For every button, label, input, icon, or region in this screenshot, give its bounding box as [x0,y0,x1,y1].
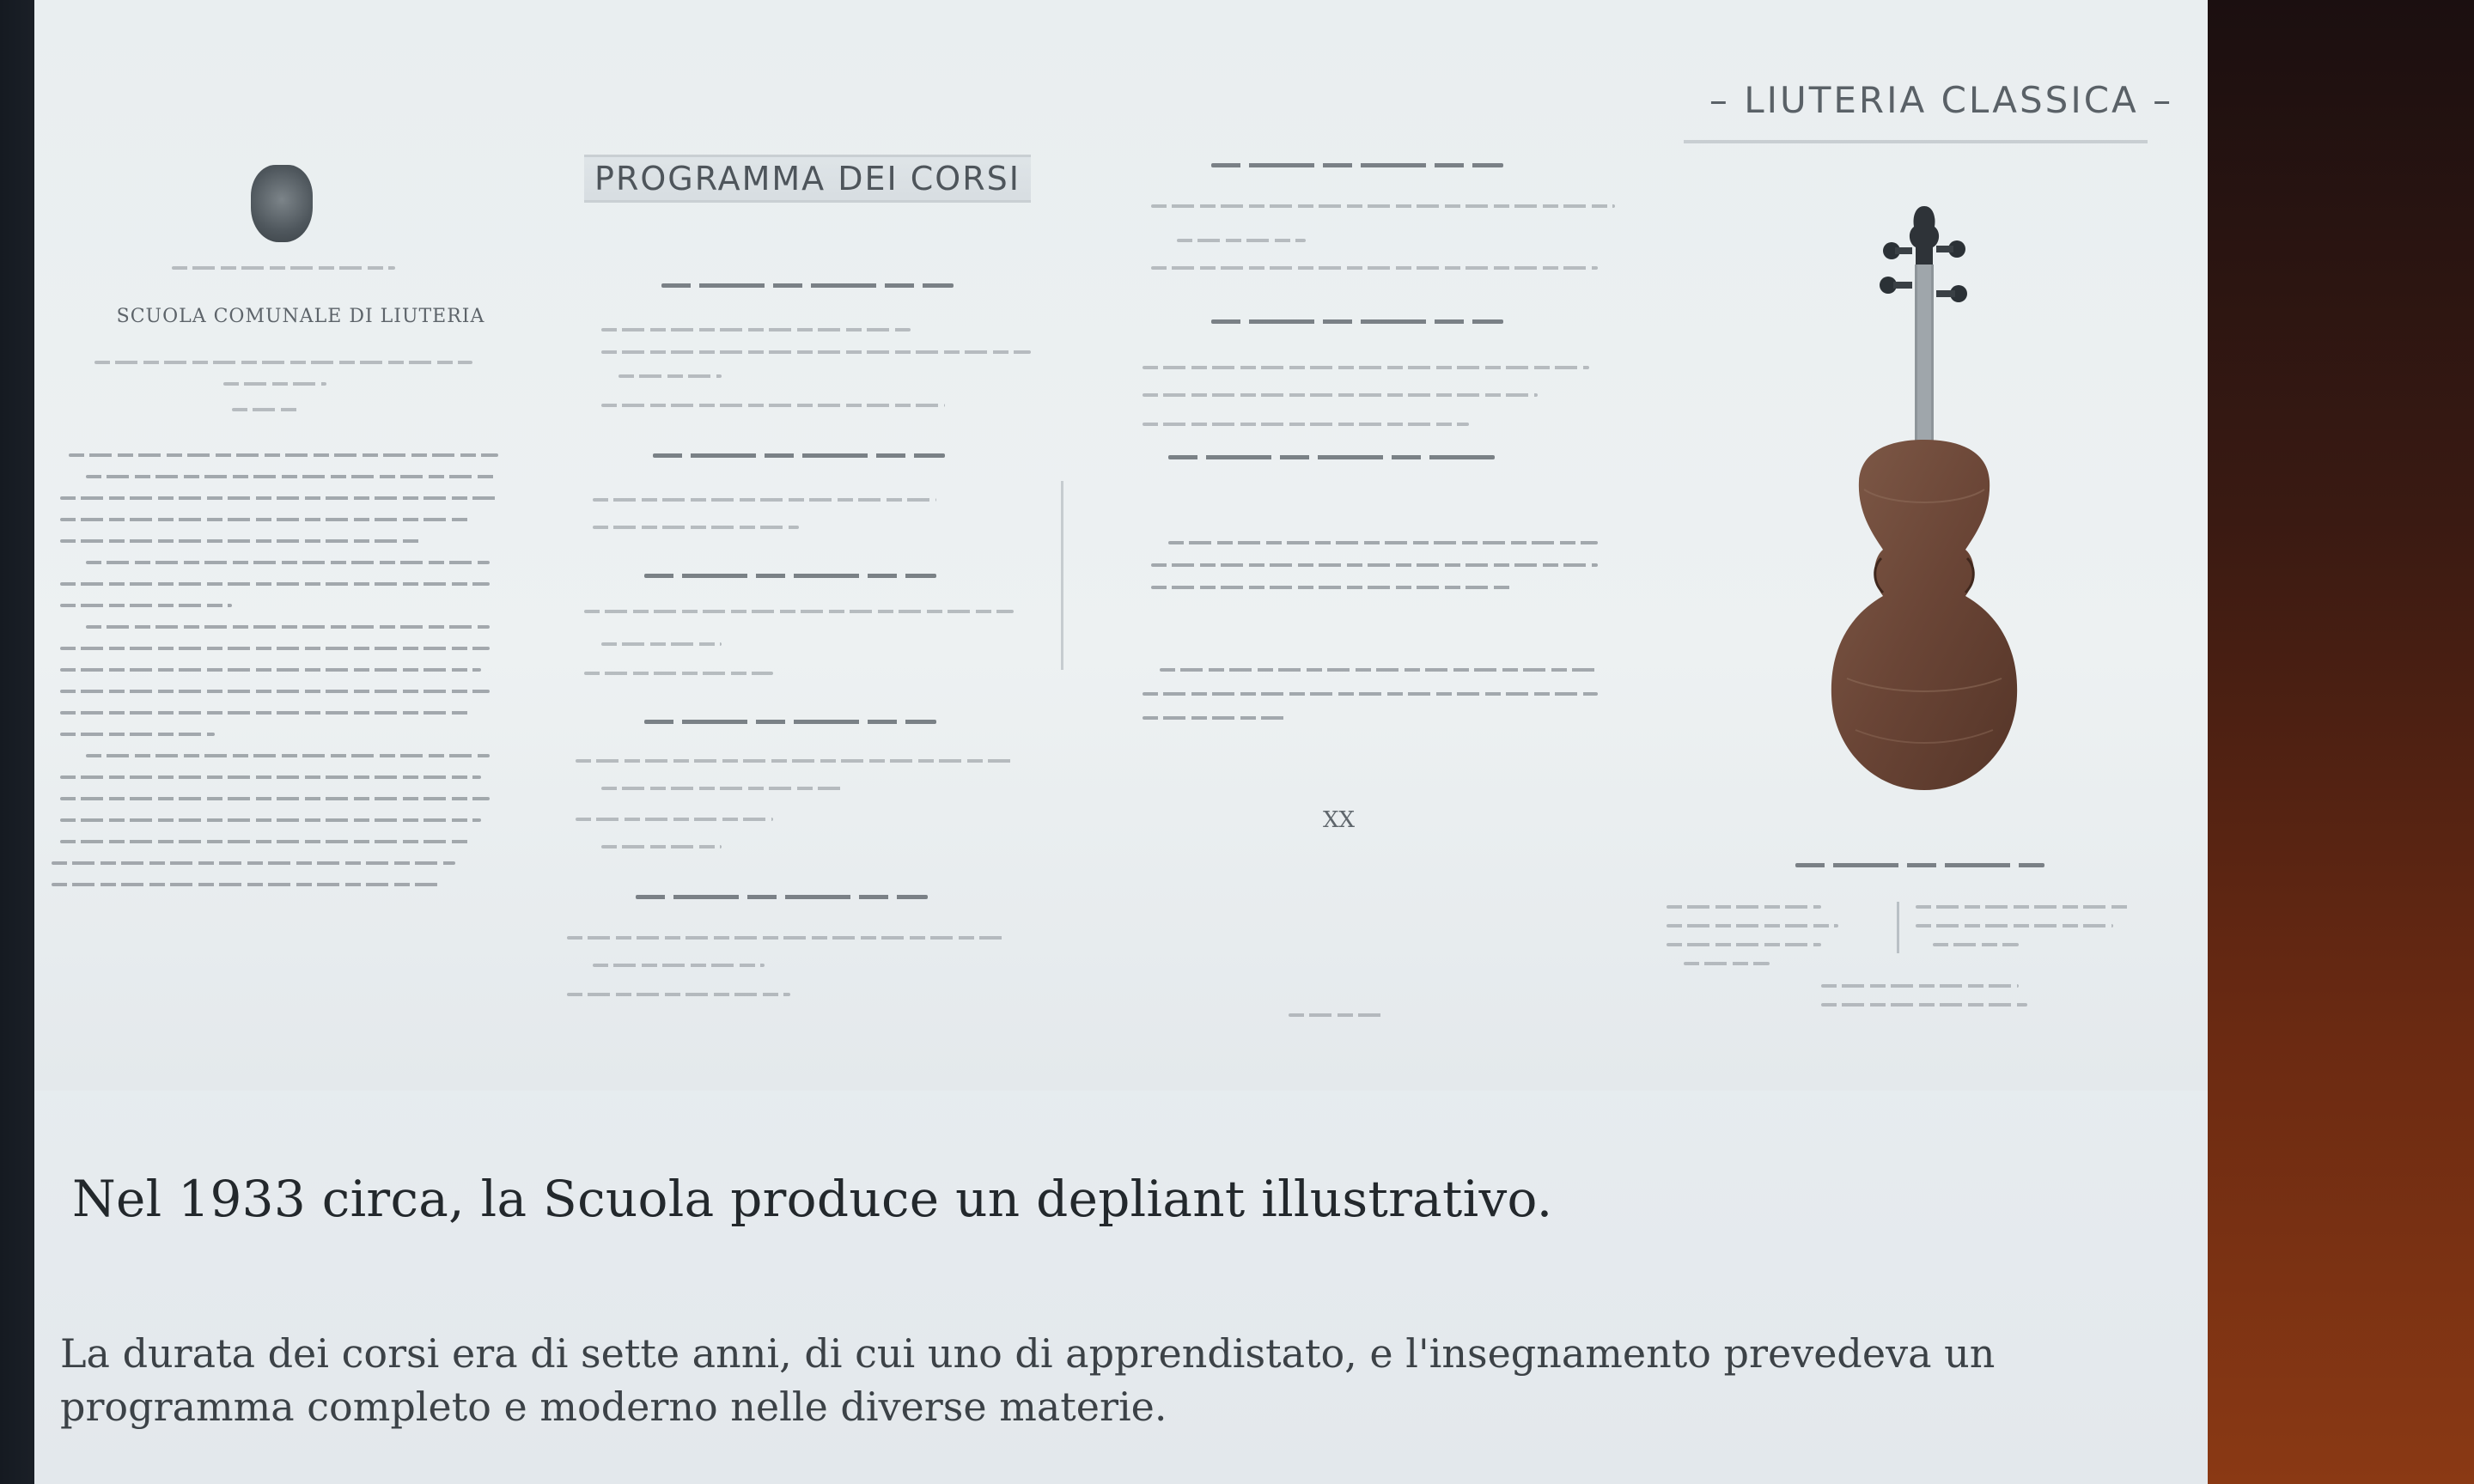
text-line [60,711,472,715]
text-line [601,404,945,407]
text-line [1168,541,1598,544]
text-line [1143,716,1289,720]
text-line [94,361,472,364]
text-line [593,526,799,529]
text-line [60,733,215,736]
text-line [601,845,722,848]
text-line [567,936,1005,940]
city-crest-icon [251,165,313,242]
text-line [60,539,421,543]
projected-slide [34,0,2208,1484]
text-line [1667,943,1821,946]
liuteria-title: – LIUTERIA CLASSICA – [1709,79,2174,121]
text-line [1684,962,1770,965]
section-heading [644,574,936,578]
footer-divider [1897,902,1899,953]
section-heading [653,453,945,458]
text-line [60,496,498,500]
text-line [601,787,842,790]
text-line [1933,943,2019,946]
text-line [60,518,472,521]
text-line [60,647,490,650]
text-line [593,964,765,967]
text-line [601,350,1031,354]
section-heading [1211,163,1503,167]
text-line [1177,239,1306,242]
text-line [60,818,481,822]
violin-icon [1787,198,2062,816]
text-line [60,690,490,693]
text-line [1143,692,1598,696]
text-line [1143,423,1469,426]
text-line [60,840,472,843]
text-line [232,408,301,411]
text-line [1151,204,1615,208]
column-divider [1061,481,1063,670]
text-line [69,453,498,457]
section-heading [1168,455,1495,459]
school-name: SCUOLA COMUNALE DI LIUTERIA [116,306,485,327]
text-line [60,604,232,607]
text-line [1667,924,1838,928]
text-line [1151,563,1598,567]
section-heading [661,283,954,288]
text-line [601,642,722,646]
text-line [1916,924,2113,928]
text-line [86,754,490,757]
text-line [1143,393,1538,397]
text-line [60,668,481,672]
brochure-image [34,0,2208,1091]
section-heading [636,895,928,899]
text-line [576,818,773,821]
section-heading [1795,863,2044,867]
text-line [601,328,911,331]
text-line [52,883,438,886]
text-line [1821,1003,2027,1007]
text-line [1667,905,1821,909]
programma-title: PROGRAMMA DEI CORSI [584,155,1031,203]
text-line [584,672,773,675]
text-line [1916,905,2130,909]
slide-caption: Nel 1933 circa, la Scuola produce un depliant illustrativo. [72,1170,1553,1228]
text-line [172,266,395,270]
text-line [1289,1013,1383,1017]
slide-body-text: La durata dei corsi era di sette anni, di cui uno di apprendistato, e l'insegnamento prevedeva un programma completo e moderno nelle diverse materie. [60,1330,1996,1430]
text-line [60,797,490,800]
text-line [60,775,481,779]
text-line [593,498,936,502]
text-line [576,759,1014,763]
text-line [86,475,498,478]
text-line [1143,366,1589,369]
text-line [567,993,790,996]
text-line [1151,266,1598,270]
section-heading [1211,319,1503,324]
text-line [86,625,490,629]
section-heading [644,720,936,724]
roman-numeral: XX [1323,807,1356,833]
title-rule [1684,140,2148,143]
text-line [52,861,455,865]
text-line [86,561,490,564]
text-line [1151,586,1512,589]
text-line [60,582,490,586]
text-line [1821,984,2019,988]
text-line [1160,668,1598,672]
text-line [618,374,722,378]
text-line [223,382,326,386]
text-line [584,610,1014,613]
room-background [2203,0,2474,1484]
